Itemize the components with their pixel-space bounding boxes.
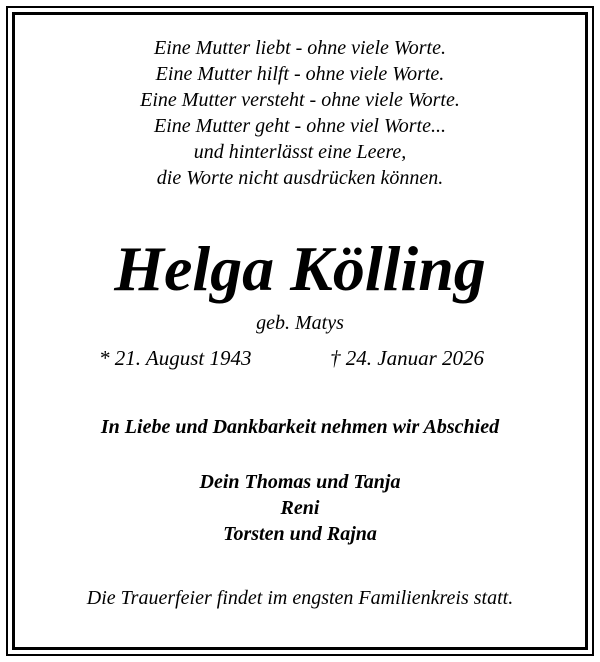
poem-line: Eine Mutter hilft - ohne viele Worte. [155, 63, 445, 85]
farewell-text: In Liebe und Dankbarkeit nehmen wir Abschied [100, 416, 500, 438]
poem [15, 35, 585, 191]
maiden-name: geb. Matys [256, 312, 344, 334]
poem-line: und hinterlässt eine Leere, [193, 141, 407, 163]
family-member: Dein Thomas und Tanja [199, 471, 401, 493]
deceased-name: Helga Kölling [114, 233, 486, 304]
poem-line: die Worte nicht ausdrücken können. [156, 167, 444, 189]
poem-line: Eine Mutter versteht - ohne viele Worte. [140, 89, 460, 111]
family-member: Torsten und Rajna [223, 523, 377, 545]
death-date: † 24. Januar 2026 [330, 346, 484, 370]
poem-line: Eine Mutter liebt - ohne viele Worte. [154, 37, 446, 59]
funeral-note: Die Trauerfeier findet im engsten Familienkreis statt. [86, 587, 514, 609]
birth-date: * 21. August 1943 [99, 346, 252, 370]
poem-line: Eine Mutter geht - ohne viel Worte... [154, 115, 446, 137]
family-signatures [15, 469, 585, 547]
obituary-notice [15, 15, 585, 647]
family-member: Reni [280, 497, 320, 519]
